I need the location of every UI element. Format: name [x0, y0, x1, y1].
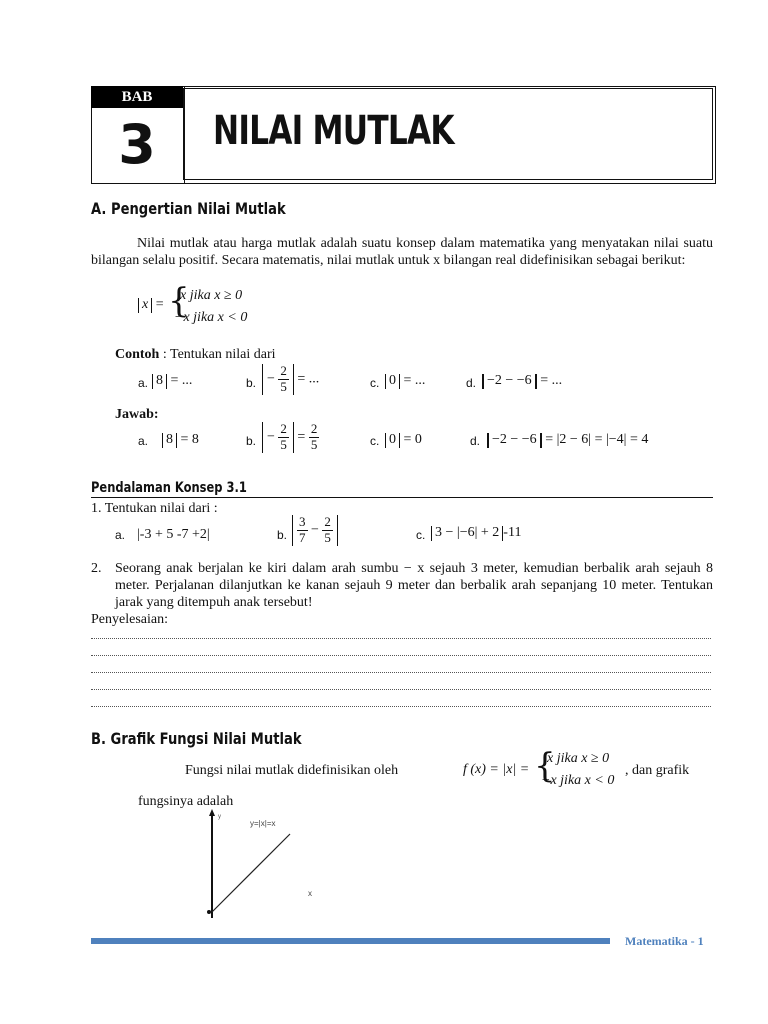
item-1c-tail: -11	[503, 525, 522, 540]
graph-label-top: y=|x|=x	[250, 819, 276, 828]
graph-y-arrow	[209, 809, 215, 816]
def-lhs: x	[138, 298, 152, 313]
graph-y-label: y	[218, 814, 221, 820]
graph-line	[212, 834, 290, 912]
brace-icon-b: {	[534, 746, 556, 786]
section-b-case-2: −x jika x < 0	[541, 773, 615, 788]
q-b-den: 5	[280, 378, 287, 394]
footer-bar	[91, 938, 610, 944]
item-1b-expr: $\frac{3}{7}$ − $\frac{2}{5}$	[292, 515, 338, 546]
ans-b: − $\frac{2}{5}$ = $\frac{2}{5}$	[262, 422, 319, 453]
ans-b-label: b.	[246, 434, 257, 448]
item-1c-expr	[431, 525, 521, 541]
q-d-expr: −2 − −6	[482, 374, 537, 389]
section-b-text-line2: fungsinya adalah	[138, 794, 234, 809]
section-b-text-after: , dan grafik	[625, 763, 690, 778]
item-2-text: Seorang anak berjalan ke kiri dalam arah sumbu − x sejauh 3 meter, kemudian berbalik arah sejauh 8 meter. Perjalanan dilanjutkan ke kanan sejauh 9 meter dan berbalik arah sepanjang 10 meter. Tentukan jarak yang ditempuh anak tersebut!	[115, 561, 713, 610]
item-1b-label: b.	[277, 528, 288, 542]
ans-c-expr: 0	[385, 433, 400, 448]
abs-definition: x =	[138, 297, 164, 313]
q-c-label: c.	[370, 376, 380, 390]
q-a-label: a.	[138, 376, 149, 390]
penyelesaian-label: Penyelesaian:	[91, 612, 168, 627]
item-1: 1. Tentukan nilai dari :	[91, 501, 218, 516]
def-case-2: −x jika x < 0	[174, 310, 248, 325]
q-d-tail: = ...	[540, 373, 563, 388]
ans-a-expr: 8	[162, 433, 177, 448]
q-c-expr: 0	[385, 374, 400, 389]
q-a	[152, 373, 192, 389]
answer-line-1[interactable]	[91, 638, 711, 639]
q-a-tail: = ...	[170, 373, 193, 388]
ans-d-expr: −2 − −6	[487, 433, 542, 448]
ans-d-value: = |2 − 6| = |−4| = 4	[545, 432, 649, 447]
q-c-tail: = ...	[403, 373, 426, 388]
ans-a	[162, 432, 199, 448]
answer-line-4[interactable]	[91, 689, 711, 690]
ans-a-label: a.	[138, 434, 149, 448]
section-a-heading: A. Pengertian Nilai Mutlak	[91, 199, 286, 218]
ans-c-value: = 0	[403, 432, 422, 447]
section-b-func: f (x) = |x| =	[463, 762, 530, 777]
answer-line-3[interactable]	[91, 672, 711, 673]
answer-line-2[interactable]	[91, 655, 711, 656]
contoh-label: Contoh	[115, 347, 160, 362]
graph-label-x: x	[308, 889, 312, 898]
graph-origin	[207, 910, 211, 914]
ans-b-den: 5	[310, 436, 318, 452]
ans-d	[487, 432, 648, 448]
chapter-title: NILAI MUTLAK	[213, 108, 454, 154]
pendalaman-rule	[91, 497, 713, 498]
bab-label: BAB	[91, 86, 183, 108]
q-b-label: b.	[246, 376, 257, 390]
ans-c-label: c.	[370, 434, 380, 448]
q-b: − $\frac{2}{5}$ = ...	[262, 364, 319, 395]
abs-function-graph	[196, 808, 326, 923]
contoh-text: : Tentukan nilai dari	[162, 347, 276, 362]
ans-a-value: = 8	[180, 432, 199, 447]
item-1b-n1: 3	[299, 514, 306, 529]
jawab-label: Jawab:	[115, 407, 159, 422]
contoh-line	[115, 346, 276, 363]
q-c	[385, 373, 425, 389]
section-b-case-1: x jika x ≥ 0	[547, 751, 610, 766]
section-b-heading: B. Grafik Fungsi Nilai Mutlak	[91, 729, 302, 748]
item-1b-d1: 7	[299, 529, 306, 545]
q-d-label: d.	[466, 376, 477, 390]
item-1c-label: c.	[416, 528, 426, 542]
brace-icon: {	[168, 281, 190, 321]
item-1b-d2: 5	[324, 529, 331, 545]
section-a-paragraph: Nilai mutlak atau harga mutlak adalah suatu konsep dalam matematika yang menyatakan nilai suatu bilangan selalu positif. Secara matematis, nilai mutlak untuk x bilangan real didefinisikan sebagai berikut:	[91, 236, 713, 268]
bab-number: 3	[118, 113, 156, 176]
ans-b-num: 2	[310, 421, 318, 436]
footer-text: Matematika - 1	[625, 934, 704, 948]
item-1a-expr: |-3 + 5 -7 +2|	[137, 527, 210, 542]
q-a-expr: 8	[152, 374, 167, 389]
item-1a-label: a.	[115, 528, 126, 542]
q-b-tail: = ...	[297, 371, 320, 387]
q-d	[482, 373, 562, 389]
ans-b-expr-den: 5	[280, 436, 287, 452]
pendalaman-heading: Pendalaman Konsep 3.1	[91, 480, 247, 496]
q-b-num: 2	[280, 363, 287, 378]
def-case-1: x jika x ≥ 0	[180, 288, 243, 303]
ans-d-label: d.	[470, 434, 481, 448]
item-1b-n2: 2	[324, 514, 331, 529]
ans-c	[385, 432, 422, 448]
item-2-number: 2.	[91, 561, 102, 576]
ans-b-expr-num: 2	[280, 421, 287, 436]
section-b-text: Fungsi nilai mutlak didefinisikan oleh	[185, 763, 399, 778]
item-1c-abs: 3 − |−6| + 2	[431, 526, 503, 541]
answer-line-5[interactable]	[91, 706, 711, 707]
